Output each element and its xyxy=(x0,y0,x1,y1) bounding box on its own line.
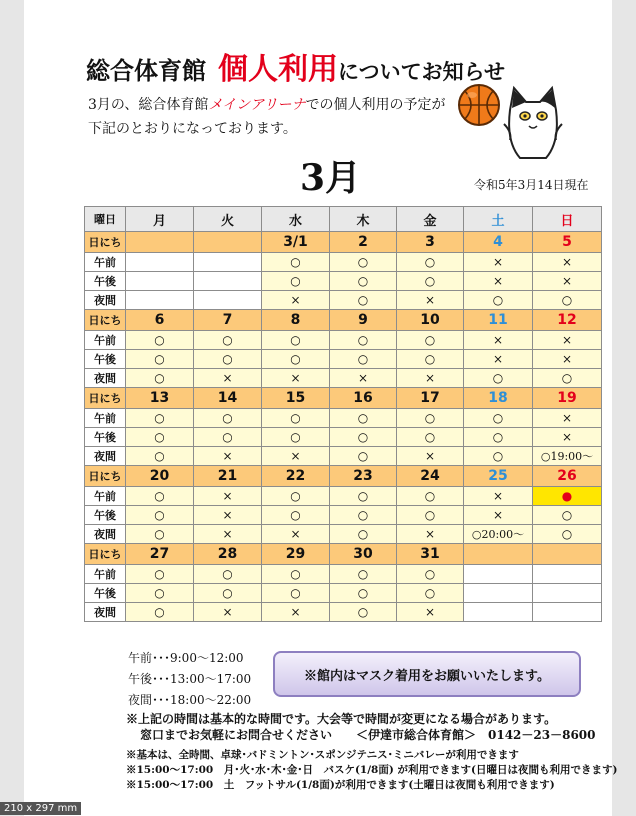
slot-cell: ○ xyxy=(533,525,602,544)
slot-cell: ○ xyxy=(330,272,397,291)
month-heading: 3月 xyxy=(300,157,362,199)
slot-cell: × xyxy=(397,291,464,310)
slot-cell: ○ xyxy=(126,603,194,622)
slot-row xyxy=(85,272,602,291)
slot-cell: × xyxy=(464,487,533,506)
date-row-label: 日にち xyxy=(85,466,126,487)
slot-cell: × xyxy=(262,369,330,388)
slot-cell: × xyxy=(194,603,262,622)
slot-cell: ○ xyxy=(262,272,330,291)
date-cell: 6 xyxy=(126,310,194,331)
time-morning: 午前･･･9:00～12:00 xyxy=(128,651,244,665)
slot-cell: ○ xyxy=(194,409,262,428)
intro-line-1: 3月の、総合体育館メインアリーナでの個人利用の予定が xyxy=(88,97,446,113)
date-cell: 31 xyxy=(397,544,464,565)
date-cell xyxy=(194,232,262,253)
slot-cell: ○ xyxy=(533,369,602,388)
date-cell: 11 xyxy=(464,310,533,331)
sports-note-basic: ※基本は、全時間、卓球･バドミントン･スポンジテニス･ミニバレーが利用できます xyxy=(126,749,519,761)
weekday-header: 土 xyxy=(464,207,533,232)
slot-cell: × xyxy=(262,291,330,310)
slot-cell: ○ xyxy=(533,506,602,525)
date-cell: 21 xyxy=(194,466,262,487)
slot-cell xyxy=(194,272,262,291)
slot-cell: × xyxy=(194,525,262,544)
date-cell: 8 xyxy=(262,310,330,331)
notice-sheet xyxy=(24,0,618,816)
slot-cell: ○ xyxy=(126,369,194,388)
slot-cell: ○ xyxy=(330,253,397,272)
slot-row xyxy=(85,565,602,584)
title-suffix: についてお知らせ xyxy=(338,59,505,84)
slot-cell: ○ xyxy=(126,331,194,350)
date-cell: 13 xyxy=(126,388,194,409)
slot-cell: ○ xyxy=(330,331,397,350)
weekday-header: 金 xyxy=(397,207,464,232)
slot-cell: ○ xyxy=(330,584,397,603)
slot-cell xyxy=(194,253,262,272)
date-cell xyxy=(533,544,602,565)
slot-cell: ○ xyxy=(330,428,397,447)
weekday-label: 曜日 xyxy=(85,207,126,232)
slot-cell: ○ xyxy=(126,487,194,506)
slot-cell: ○ xyxy=(330,525,397,544)
slot-cell: × xyxy=(464,253,533,272)
slot-cell: ○ xyxy=(330,487,397,506)
slot-cell: × xyxy=(397,369,464,388)
date-row xyxy=(85,388,602,409)
slot-cell xyxy=(533,603,602,622)
time-evening: 夜間･･･18:00～22:00 xyxy=(128,693,252,707)
slot-row xyxy=(85,506,602,525)
date-row xyxy=(85,310,602,331)
slot-cell: ○ xyxy=(464,409,533,428)
date-cell: 20 xyxy=(126,466,194,487)
date-row-label: 日にち xyxy=(85,544,126,565)
slot-cell: ○ xyxy=(397,350,464,369)
date-cell: 10 xyxy=(397,310,464,331)
slot-cell: ○ xyxy=(126,447,194,466)
slot-cell: ○ xyxy=(397,331,464,350)
slot-cell: ○ xyxy=(126,506,194,525)
weekday-header: 火 xyxy=(194,207,262,232)
slot-cell xyxy=(126,272,194,291)
slot-cell: × xyxy=(397,525,464,544)
date-cell: 24 xyxy=(397,466,464,487)
slot-cell: ○ xyxy=(330,291,397,310)
date-cell xyxy=(464,544,533,565)
slot-cell: × xyxy=(464,350,533,369)
slot-cell: ○ xyxy=(330,565,397,584)
cat-mascot-icon xyxy=(500,82,566,162)
slot-cell xyxy=(126,291,194,310)
as-of-date: 令和5年3月14日現在 xyxy=(474,178,589,192)
slot-cell: ○19:00～ xyxy=(533,447,602,466)
slot-cell: × xyxy=(330,369,397,388)
arena-name: メインアリーナ xyxy=(208,97,306,113)
date-cell: 3 xyxy=(397,232,464,253)
slot-cell: ○ xyxy=(397,565,464,584)
slot-cell: ○ xyxy=(194,350,262,369)
period-label: 夜間 xyxy=(85,447,126,466)
slot-cell: ○ xyxy=(262,428,330,447)
slot-row xyxy=(85,584,602,603)
page-size-label: 210 x 297 mm xyxy=(0,802,81,815)
slot-row xyxy=(85,253,602,272)
slot-row xyxy=(85,428,602,447)
period-label: 午前 xyxy=(85,487,126,506)
slot-row xyxy=(85,409,602,428)
date-row xyxy=(85,466,602,487)
slot-row xyxy=(85,447,602,466)
intro-text xyxy=(88,93,446,141)
period-label: 午後 xyxy=(85,506,126,525)
slot-cell: ○ xyxy=(397,428,464,447)
period-label: 午後 xyxy=(85,272,126,291)
mask-notice-banner: ※館内はマスク着用をお願いいたします。 xyxy=(273,651,581,697)
slot-cell: ○ xyxy=(397,253,464,272)
slot-row xyxy=(85,487,602,506)
period-label: 夜間 xyxy=(85,525,126,544)
date-cell: 2 xyxy=(330,232,397,253)
weekday-header: 木 xyxy=(330,207,397,232)
slot-cell xyxy=(533,565,602,584)
date-row xyxy=(85,544,602,565)
period-label: 午後 xyxy=(85,350,126,369)
slot-cell: × xyxy=(194,447,262,466)
slot-cell: × xyxy=(194,487,262,506)
date-cell: 9 xyxy=(330,310,397,331)
title-highlight: 個人利用 xyxy=(218,52,338,87)
date-row-label: 日にち xyxy=(85,388,126,409)
slot-cell: ○ xyxy=(262,506,330,525)
date-cell: 27 xyxy=(126,544,194,565)
slot-cell: ○ xyxy=(464,291,533,310)
period-label: 夜間 xyxy=(85,603,126,622)
date-row-label: 日にち xyxy=(85,310,126,331)
date-row-label: 日にち xyxy=(85,232,126,253)
slot-cell: ○20:00～ xyxy=(464,525,533,544)
date-cell: 12 xyxy=(533,310,602,331)
period-label: 午前 xyxy=(85,565,126,584)
slot-cell: ○ xyxy=(330,409,397,428)
time-afternoon: 午後･･･13:00～17:00 xyxy=(128,672,252,686)
slot-cell: ○ xyxy=(262,584,330,603)
slot-cell: × xyxy=(397,603,464,622)
slot-cell: × xyxy=(533,409,602,428)
period-label: 夜間 xyxy=(85,369,126,388)
slot-cell: ● xyxy=(533,487,602,506)
date-cell: 22 xyxy=(262,466,330,487)
slot-cell: ○ xyxy=(397,584,464,603)
slot-cell: × xyxy=(262,603,330,622)
slot-row xyxy=(85,369,602,388)
slot-cell: ○ xyxy=(330,603,397,622)
slot-cell xyxy=(464,584,533,603)
slot-cell: ○ xyxy=(126,565,194,584)
slot-cell: ○ xyxy=(262,350,330,369)
slot-cell: × xyxy=(464,272,533,291)
weekday-header-row xyxy=(85,207,602,232)
slot-cell xyxy=(126,253,194,272)
sports-notes xyxy=(126,748,617,793)
date-cell: 26 xyxy=(533,466,602,487)
slot-cell: ○ xyxy=(464,447,533,466)
date-cell: 18 xyxy=(464,388,533,409)
schedule-table xyxy=(84,206,602,622)
slot-cell: ○ xyxy=(330,350,397,369)
slot-cell: ○ xyxy=(126,428,194,447)
slot-cell: × xyxy=(533,350,602,369)
slot-row xyxy=(85,350,602,369)
period-label: 午後 xyxy=(85,584,126,603)
slot-cell: × xyxy=(262,525,330,544)
date-cell: 25 xyxy=(464,466,533,487)
weekday-header: 水 xyxy=(262,207,330,232)
slot-row xyxy=(85,525,602,544)
date-cell: 15 xyxy=(262,388,330,409)
sports-note-futsal: ※15:00～17:00 土 フットサル(1/8面)が利用できます(土曜日は夜間も利用できます) xyxy=(126,779,555,791)
slot-cell: × xyxy=(533,331,602,350)
slot-row xyxy=(85,331,602,350)
date-cell: 23 xyxy=(330,466,397,487)
date-cell: 5 xyxy=(533,232,602,253)
slot-row xyxy=(85,603,602,622)
slot-cell xyxy=(533,584,602,603)
slot-cell: ○ xyxy=(330,447,397,466)
sports-note-basketball: ※15:00～17:00 月･火･水･木･金･日 バスケ(1/8面) が利用できます(日曜日は夜間も利用できます) xyxy=(126,764,618,776)
date-cell: 16 xyxy=(330,388,397,409)
slot-cell: ○ xyxy=(397,409,464,428)
slot-cell: ○ xyxy=(194,428,262,447)
period-label: 午後 xyxy=(85,428,126,447)
basketball-icon xyxy=(456,82,502,128)
slot-cell: × xyxy=(194,369,262,388)
date-cell: 4 xyxy=(464,232,533,253)
slot-cell: ○ xyxy=(262,253,330,272)
slot-cell xyxy=(464,603,533,622)
date-cell: 29 xyxy=(262,544,330,565)
slot-cell: × xyxy=(464,331,533,350)
date-row xyxy=(85,232,602,253)
slot-cell: ○ xyxy=(464,369,533,388)
slot-cell: × xyxy=(533,428,602,447)
contact-info: 窓口までお気軽にお問合せください ＜伊達市総合体育館＞ 0142－23－8600 xyxy=(140,728,596,742)
slot-cell: × xyxy=(262,447,330,466)
date-cell: 19 xyxy=(533,388,602,409)
date-cell: 30 xyxy=(330,544,397,565)
slot-cell: ○ xyxy=(126,350,194,369)
slot-cell: ○ xyxy=(262,409,330,428)
slot-row xyxy=(85,291,602,310)
slot-cell: ○ xyxy=(194,584,262,603)
intro-line-2: 下記のとおりになっております。 xyxy=(88,121,297,137)
slot-cell: ○ xyxy=(126,409,194,428)
schedule-note: ※上記の時間は基本的な時間です。大会等で時間が変更になる場合があります。 窓口までお気軽にお問合せください ＜伊達市総合体育館＞ 0142－23－8600 xyxy=(126,712,596,742)
slot-cell: ○ xyxy=(397,506,464,525)
title-facility: 総合体育館 xyxy=(86,56,206,85)
slot-cell: × xyxy=(464,506,533,525)
weekday-header: 日 xyxy=(533,207,602,232)
slot-cell xyxy=(464,565,533,584)
slot-cell: ○ xyxy=(262,331,330,350)
date-cell: 17 xyxy=(397,388,464,409)
slot-cell: ○ xyxy=(126,584,194,603)
slot-cell: × xyxy=(533,272,602,291)
period-label: 夜間 xyxy=(85,291,126,310)
slot-cell: × xyxy=(533,253,602,272)
time-slots-legend xyxy=(128,648,251,711)
date-cell: 3/1 xyxy=(262,232,330,253)
period-label: 午前 xyxy=(85,409,126,428)
slot-cell: ○ xyxy=(194,565,262,584)
slot-cell: ○ xyxy=(397,487,464,506)
period-label: 午前 xyxy=(85,253,126,272)
slot-cell: ○ xyxy=(533,291,602,310)
slot-cell: ○ xyxy=(194,331,262,350)
slot-cell: ○ xyxy=(330,506,397,525)
slot-cell: ○ xyxy=(262,487,330,506)
slot-cell: × xyxy=(397,447,464,466)
slot-cell: ○ xyxy=(397,272,464,291)
period-label: 午前 xyxy=(85,331,126,350)
slot-cell: ○ xyxy=(262,565,330,584)
slot-cell: × xyxy=(194,506,262,525)
date-cell: 14 xyxy=(194,388,262,409)
date-cell: 28 xyxy=(194,544,262,565)
slot-cell: ○ xyxy=(126,525,194,544)
date-cell xyxy=(126,232,194,253)
date-cell: 7 xyxy=(194,310,262,331)
slot-cell: ○ xyxy=(464,428,533,447)
slot-cell xyxy=(194,291,262,310)
weekday-header: 月 xyxy=(126,207,194,232)
